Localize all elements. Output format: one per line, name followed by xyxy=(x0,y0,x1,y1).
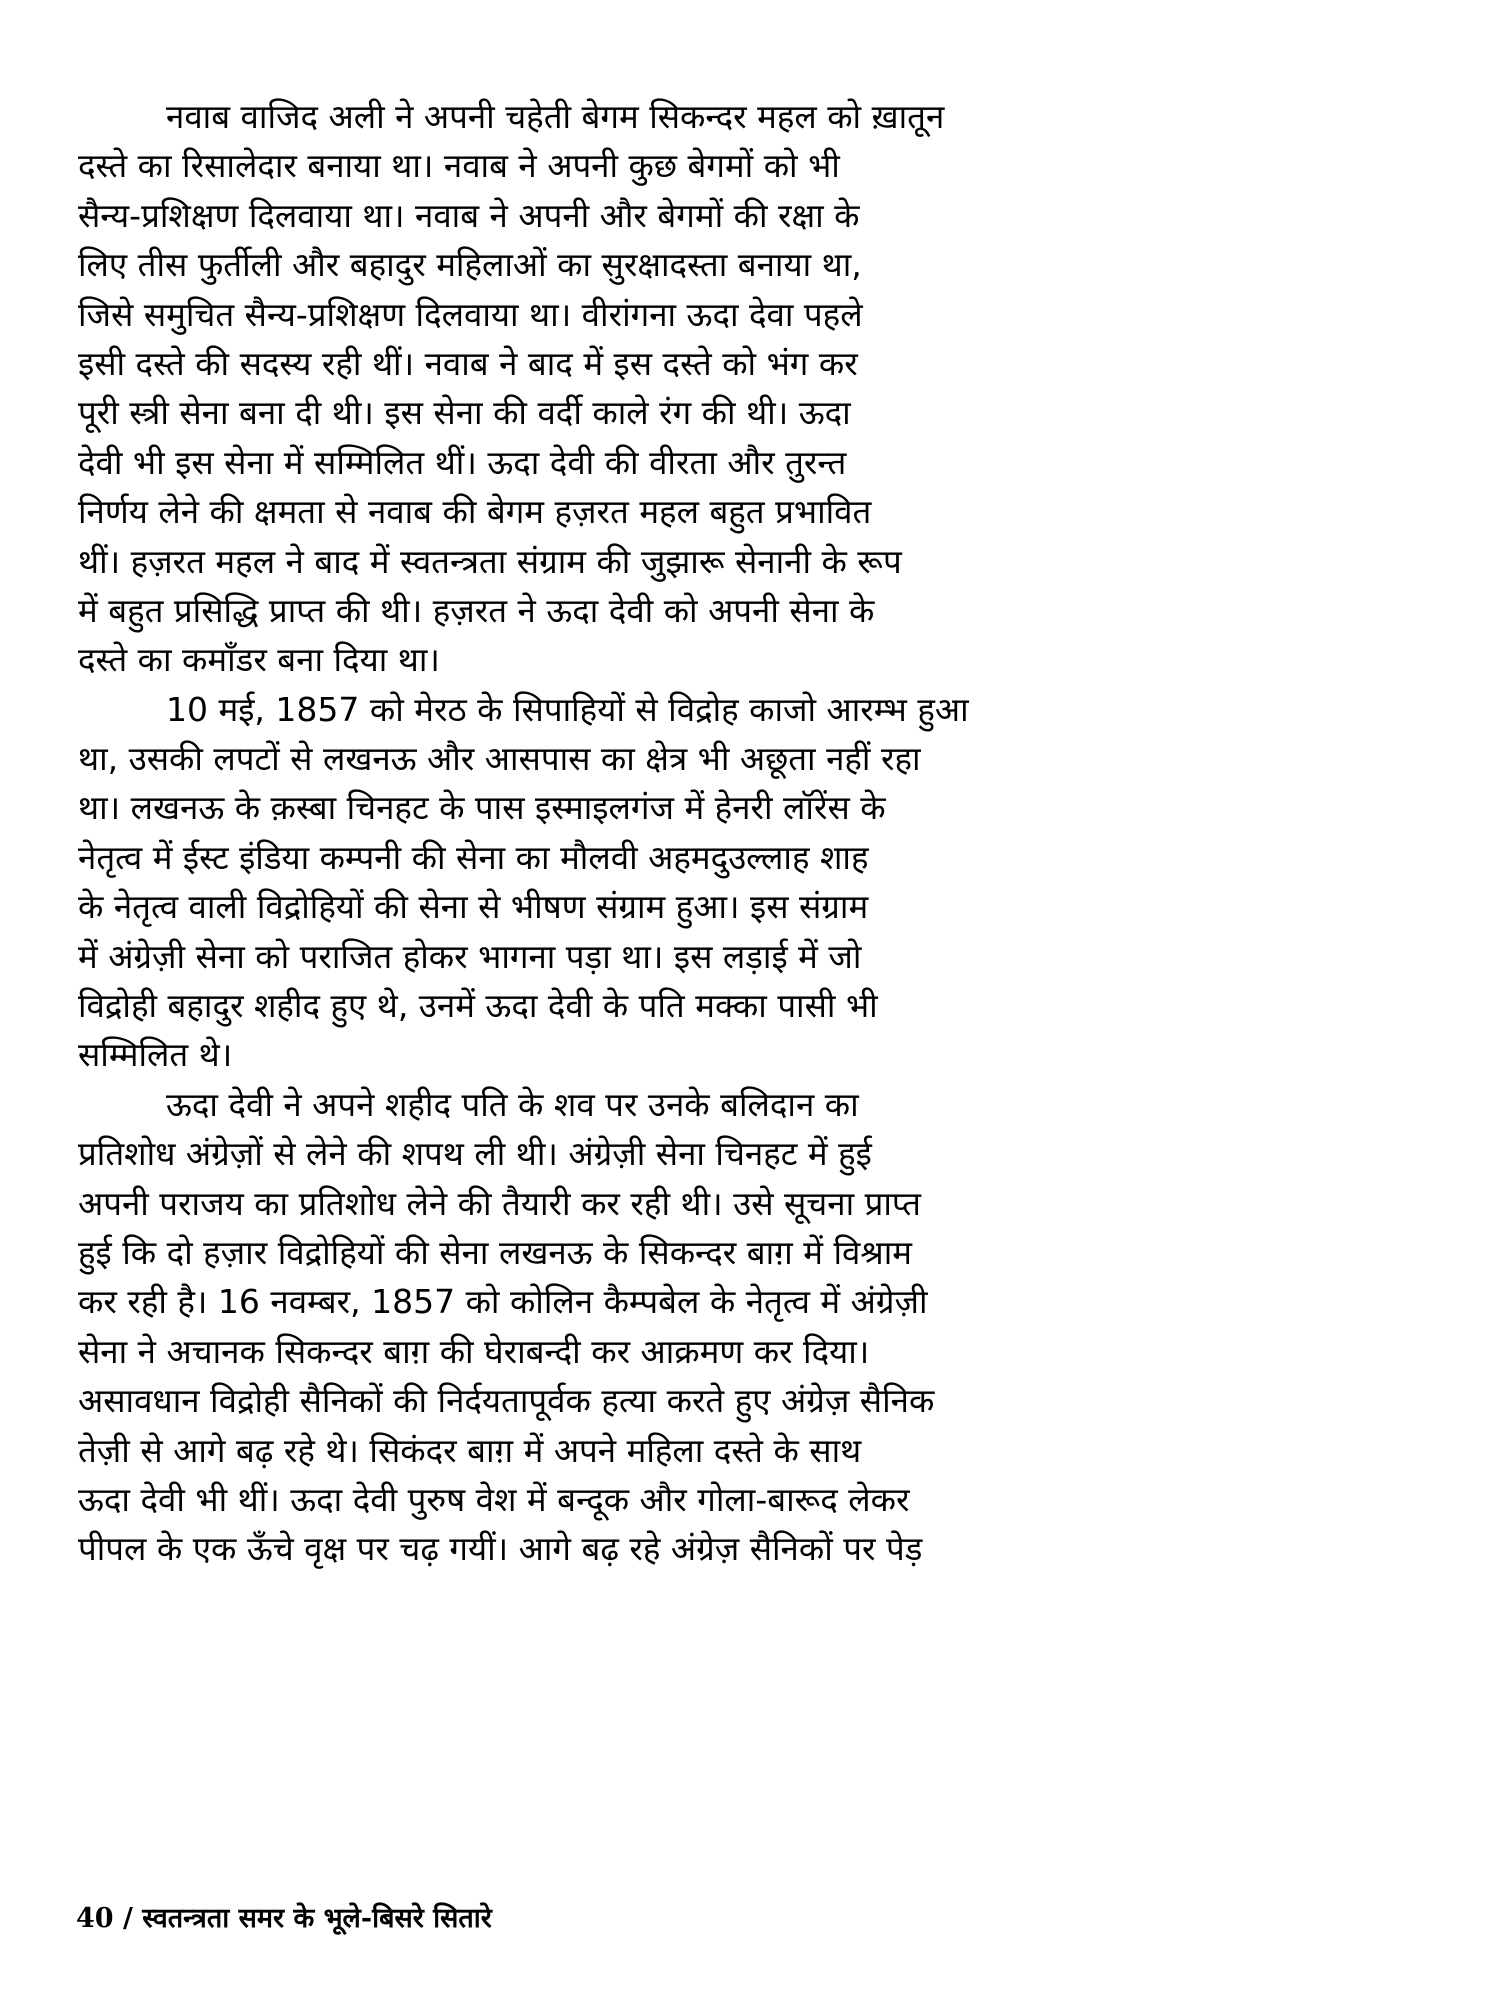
text-line: जिसे समुचित सैन्य-प्रशिक्षण दिलवाया था। वीरांगना ऊदा देवा पहले xyxy=(78,294,863,334)
text-line: 10 मई, 1857 को मेरठ के सिपाहियों से विद्रोह काजो आरम्भ हुआ xyxy=(166,689,969,729)
text-line: इसी दस्ते की सदस्य रही थीं। नवाब ने बाद में इस दस्ते को भंग कर xyxy=(78,343,858,383)
text-line: पीपल के एक ऊँचे वृक्ष पर चढ़ गयीं। आगे बढ़ रहे अंग्रेज़ सैनिकों पर पेड़ xyxy=(78,1529,923,1569)
text-line: में बहुत प्रसिद्धि प्राप्त की थी। हज़रत ने ऊदा देवी को अपनी सेना के xyxy=(78,590,875,630)
text-line: सेना ने अचानक सिकन्दर बाग़ की घेराबन्दी कर आक्रमण कर दिया। xyxy=(78,1331,870,1371)
text-line: पूरी स्त्री सेना बना दी थी। इस सेना की वर्दी काले रंग की थी। ऊदा xyxy=(78,393,851,433)
text-line: सैन्य-प्रशिक्षण दिलवाया था। नवाब ने अपनी और बेगमों की रक्षा के xyxy=(78,195,860,235)
text-line: हुई कि दो हज़ार विद्रोहियों की सेना लखनऊ के सिकन्दर बाग़ में विश्राम xyxy=(78,1232,912,1272)
text-line: अपनी पराजय का प्रतिशोध लेने की तैयारी कर रही थी। उसे सूचना प्राप्त xyxy=(78,1183,921,1223)
text-line: निर्णय लेने की क्षमता से नवाब की बेगम हज़रत महल बहुत प्रभावित xyxy=(78,492,872,532)
text-line: में अंग्रेज़ी सेना को पराजित होकर भागना पड़ा था। इस लड़ाई में जो xyxy=(78,936,862,976)
text-line: कर रही है। 16 नवम्बर, 1857 को कोलिन कैम्पबेल के नेतृत्व में अंग्रेज़ी xyxy=(78,1282,928,1322)
text-line: ऊदा देवी ने अपने शहीद पति के शव पर उनके बलिदान का xyxy=(166,1084,859,1124)
page-footer: 40 / स्वतन्त्रता समर के भूले-बिसरे सितारे xyxy=(76,1903,492,1934)
text-line: ऊदा देवी भी थीं। ऊदा देवी पुरुष वेश में बन्दूक और गोला-बारूद लेकर xyxy=(78,1479,910,1519)
text-line: नवाब वाजिद अली ने अपनी चहेती बेगम सिकन्दर महल को ख़ातून xyxy=(166,97,945,136)
text-line: दस्ते का रिसालेदार बनाया था। नवाब ने अपनी कुछ बेगमों को भी xyxy=(78,146,840,186)
text-line: विद्रोही बहादुर शहीद हुए थे, उनमें ऊदा देवी के पति मक्का पासी भी xyxy=(78,986,878,1026)
text-line: के नेतृत्व वाली विद्रोहियों की सेना से भीषण संग्राम हुआ। इस संग्राम xyxy=(78,887,869,927)
body-text xyxy=(78,92,1423,1574)
text-line: असावधान विद्रोही सैनिकों की निर्दयतापूर्वक हत्या करते हुए अंग्रेज़ सैनिक xyxy=(78,1381,935,1421)
text-line: देवी भी इस सेना में सम्मिलित थीं। ऊदा देवी की वीरता और तुरन्त xyxy=(78,442,847,482)
text-line: था। लखनऊ के क़स्बा चिनहट के पास इस्माइलगंज में हेनरी लॉरेंस के xyxy=(78,788,886,828)
text-line: थीं। हज़रत महल ने बाद में स्वतन्त्रता संग्राम की जुझारू सेनानी के रूप xyxy=(78,541,902,581)
text-line: प्रतिशोध अंग्रेज़ों से लेने की शपथ ली थी। अंग्रेज़ी सेना चिनहट में हुई xyxy=(78,1134,872,1174)
text-line: लिए तीस फुर्तीली और बहादुर महिलाओं का सुरक्षादस्ता बनाया था, xyxy=(78,245,862,285)
text-line: था, उसकी लपटों से लखनऊ और आसपास का क्षेत्र भी अछूता नहीं रहा xyxy=(78,739,921,779)
text-line: नेतृत्व में ईस्ट इंडिया कम्पनी की सेना का मौलवी अहमदुउल्लाह शाह xyxy=(78,837,869,877)
text-line: सम्मिलित थे। xyxy=(78,1035,233,1075)
text-line: तेज़ी से आगे बढ़ रहे थे। सिकंदर बाग़ में अपने महिला दस्ते के साथ xyxy=(78,1430,862,1470)
text-line: दस्ते का कमाँडर बना दिया था। xyxy=(78,640,440,680)
